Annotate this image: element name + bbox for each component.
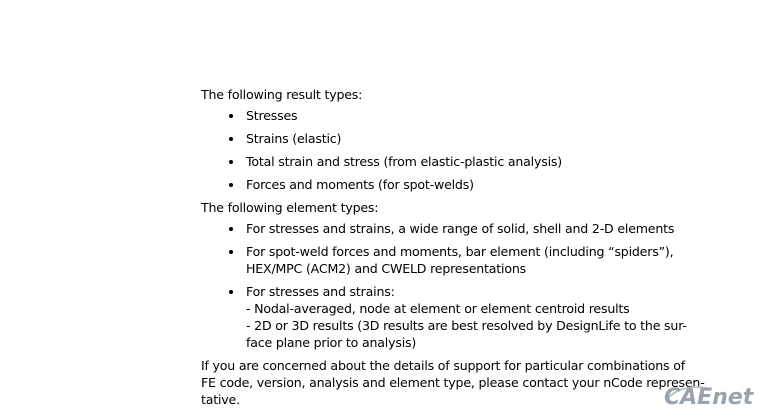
caenet-watermark-logo (662, 380, 756, 408)
list-item-text: - Nodal-averaged, node at element or element centroid results (246, 301, 630, 316)
logo-text: CAEnet (664, 385, 754, 408)
closing-line: FE code, version, analysis and element type, please contact your nCode represen- (201, 375, 705, 390)
list-item: Strains (elastic) (201, 130, 671, 147)
list-item-text: HEX/MPC (ACM2) and CWELD representations (246, 261, 526, 276)
closing-line: tative. (201, 392, 240, 407)
list-item (201, 220, 675, 237)
element-types-list (201, 220, 687, 351)
element-types-heading: The following element types: (201, 200, 379, 215)
list-item: Total strain and stress (from elastic-plastic analysis) (201, 153, 671, 170)
list-item-text: For spot-weld forces and moments, bar element (including “spiders”), (246, 244, 674, 259)
list-item: Stresses (201, 107, 671, 124)
list-item-text: For stresses and strains: (246, 284, 395, 299)
list-item-text: - 2D or 3D results (3D results are best resolved by DesignLife to the sur- (246, 318, 687, 333)
result-types-list (201, 107, 671, 193)
closing-line: If you are concerned about the details of support for particular combinations of (201, 358, 685, 373)
document-body (201, 86, 705, 408)
list-item (201, 243, 674, 277)
closing-paragraph (201, 357, 705, 408)
list-item-text: For stresses and strains, a wide range of solid, shell and 2-D elements (246, 221, 675, 236)
list-item (201, 283, 687, 351)
result-types-heading: The following result types: (201, 87, 363, 102)
list-item: Forces and moments (for spot-welds) (201, 176, 671, 193)
list-item-text: face plane prior to analysis) (246, 335, 417, 350)
